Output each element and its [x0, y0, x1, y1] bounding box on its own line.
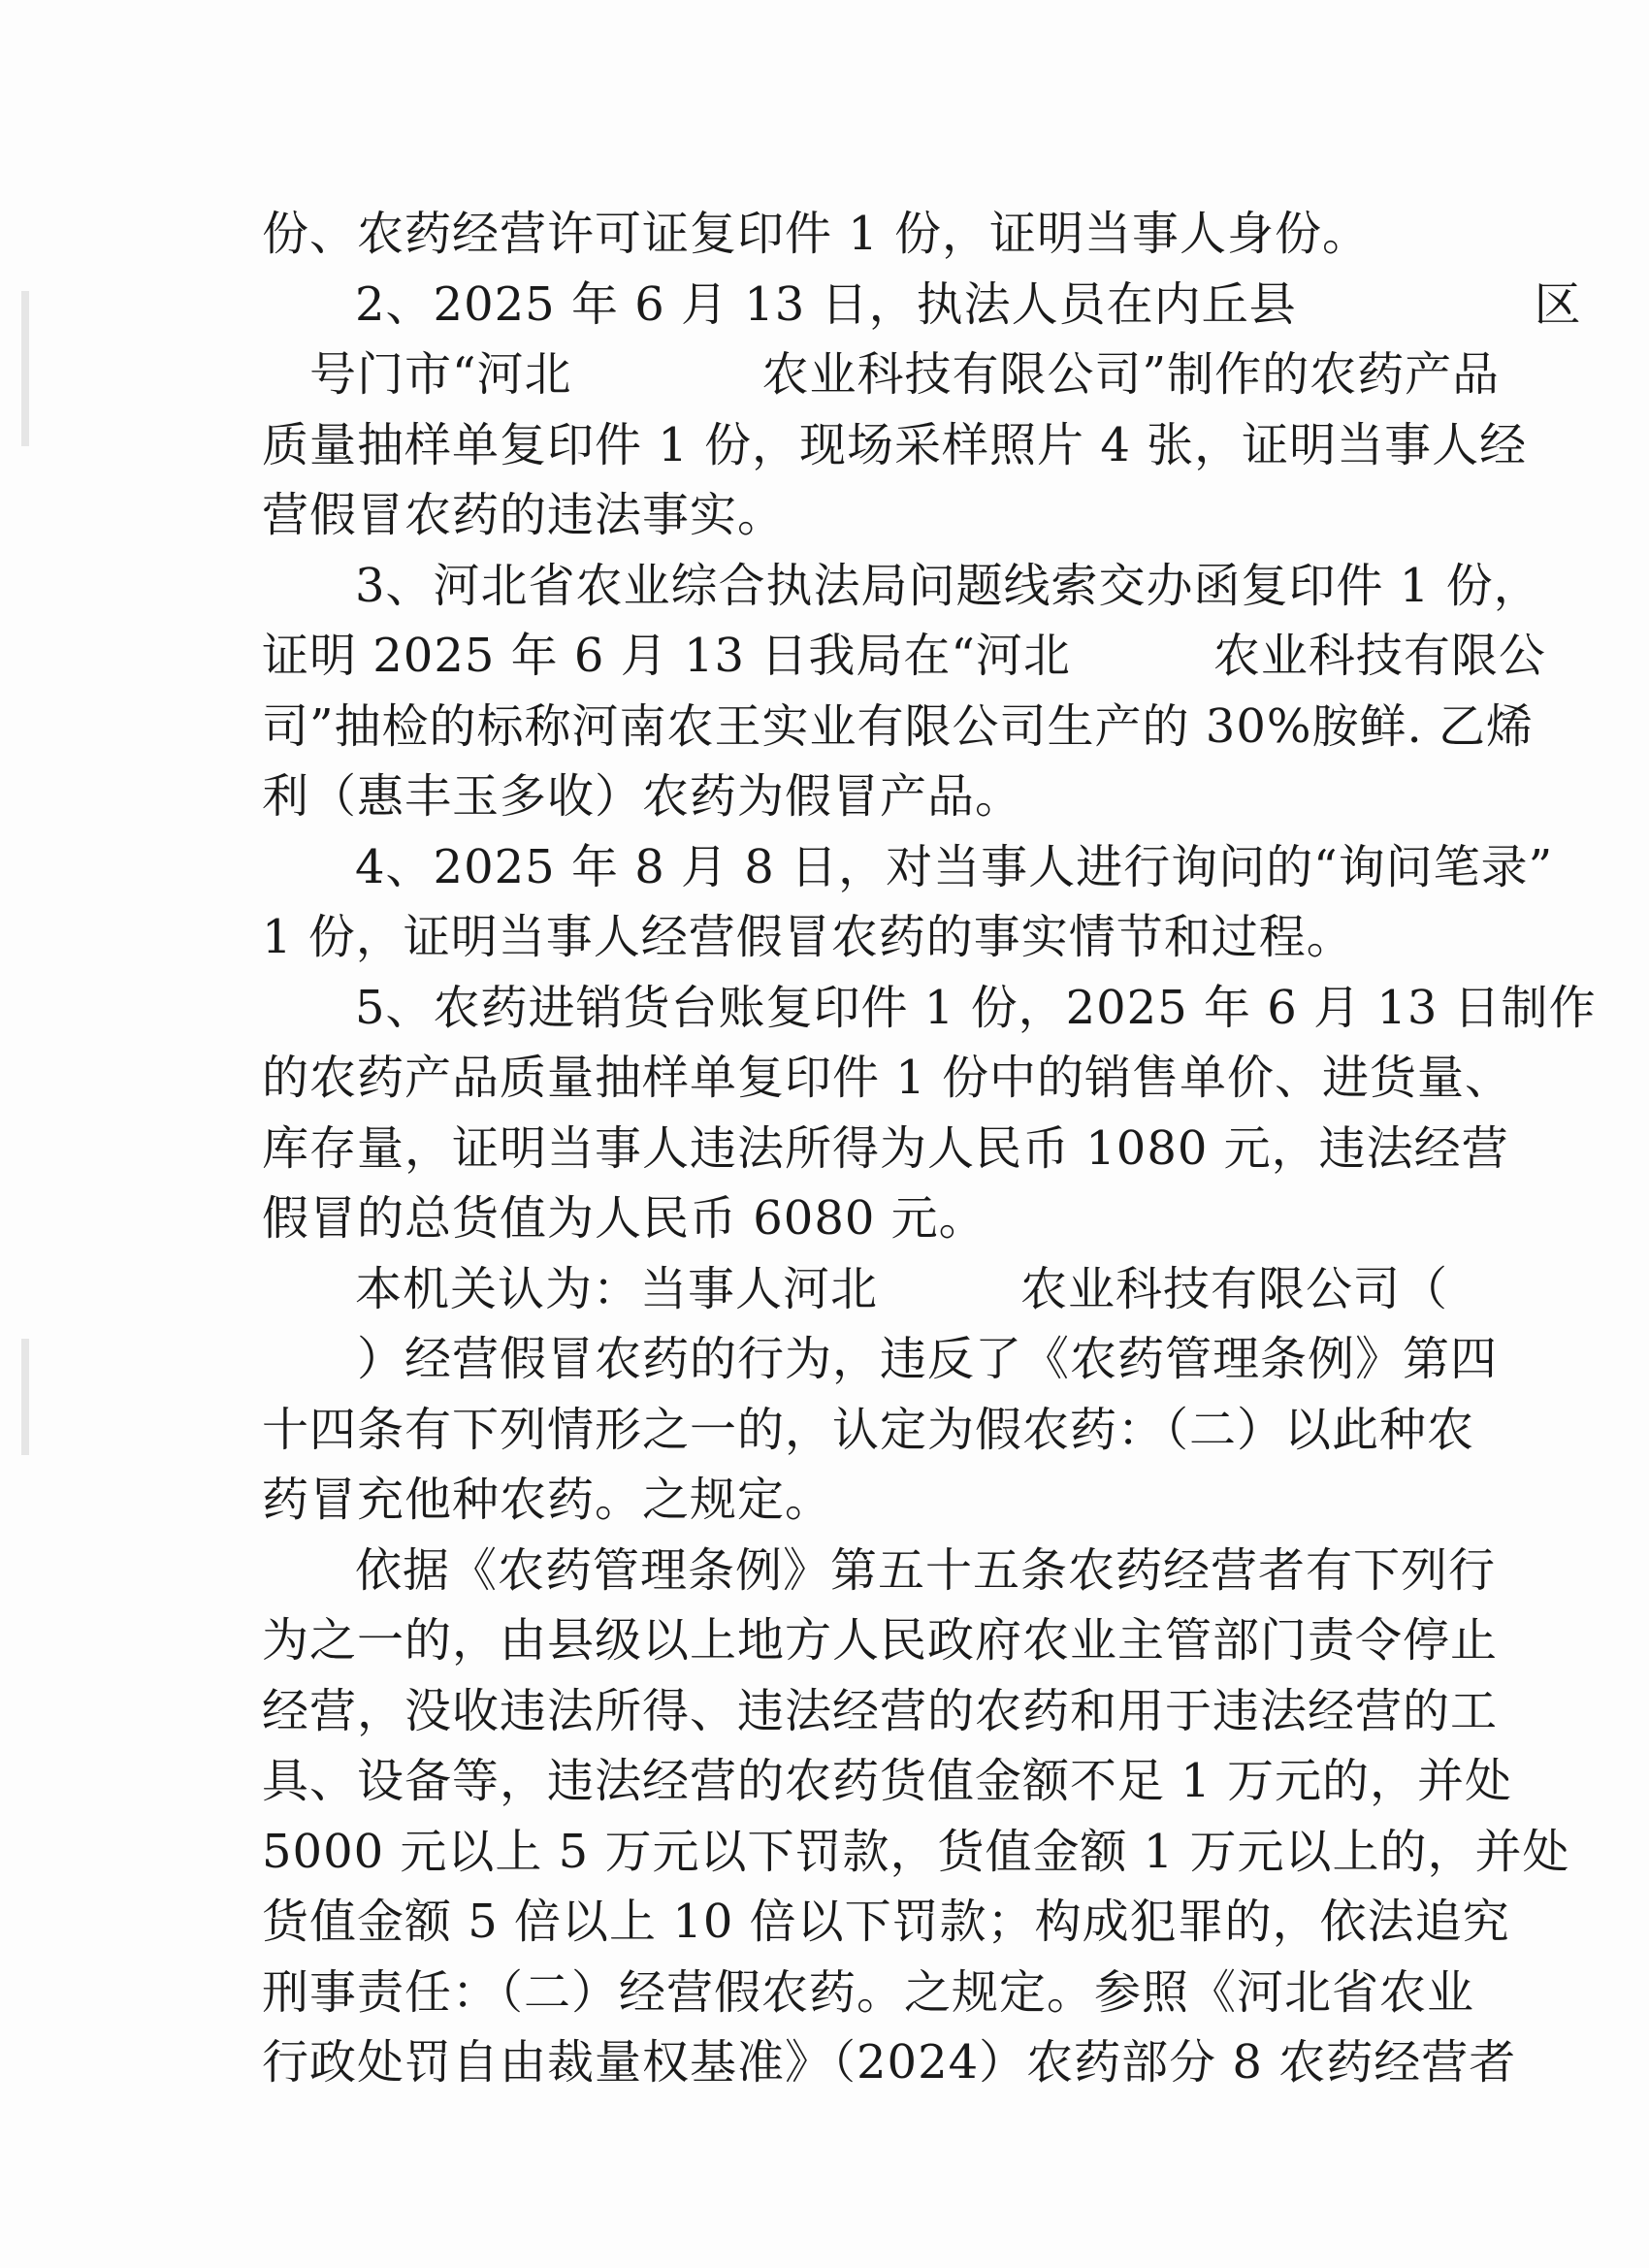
text-line: 证明 2025 年 6 月 13 日我局在“河北 农业科技有限公 [262, 629, 1546, 683]
text-line: 经营，没收违法所得、违法经营的农药和用于违法经营的工 [262, 1683, 1499, 1738]
document-body [262, 199, 1597, 2098]
text-line: 为之一的，由县级以上地方人民政府农业主管部门责令停止 [262, 1613, 1499, 1668]
text-line: 营假冒农药的违法事实。 [262, 488, 786, 542]
text-line: 假冒的总货值为人民币 6080 元。 [262, 1191, 986, 1246]
scan-edge-mark [21, 291, 29, 446]
text-line: 利（惠丰玉多收）农药为假冒产品。 [262, 769, 1023, 824]
text-line: 4、2025 年 8 月 8 日，对当事人进行询问的“询问笔录” [355, 839, 1554, 894]
text-line: 质量抽样单复印件 1 份，现场采样照片 4 张，证明当事人经 [262, 417, 1528, 472]
text-line: 司”抽检的标称河南农王实业有限公司生产的 30%胺鲜. 乙烯 [262, 698, 1535, 754]
text-line: 3、河北省农业综合执法局问题线索交办函复印件 1 份， [355, 558, 1541, 613]
text-line: 份、农药经营许可证复印件 1 份，证明当事人身份。 [262, 207, 1371, 261]
text-line: 5000 元以上 5 万元以下罚款，货值金额 1 万元以上的，并处 [262, 1824, 1570, 1879]
text-line: 具、设备等，违法经营的农药货值金额不足 1 万元的，并处 [262, 1754, 1513, 1808]
text-line: 的农药产品质量抽样单复印件 1 份中的销售单价、进货量、 [262, 1051, 1513, 1105]
text-line: 本机关认为：当事人河北 农业科技有限公司（ [355, 1261, 1449, 1316]
text-line: 2、2025 年 6 月 13 日，执法人员在内丘县 区 [355, 276, 1582, 332]
text-line: 号门市“河北 农业科技有限公司”制作的农药产品 [262, 347, 1501, 402]
text-line: 行政处罚自由裁量权基准》（2024）农药部分 8 农药经营者 [262, 2035, 1517, 2090]
text-line: 刑事责任：（二）经营假农药。之规定。参照《河北省农业 [262, 1964, 1475, 2020]
text-line: 依据《农药管理条例》第五十五条农药经营者有下列行 [355, 1542, 1497, 1598]
text-line: 库存量，证明当事人违法所得为人民币 1080 元，违法经营 [262, 1120, 1509, 1176]
text-line: 1 份，证明当事人经营假冒农药的事实情节和过程。 [262, 910, 1354, 964]
text-line: ）经营假冒农药的行为，违反了《农药管理条例》第四 [262, 1332, 1499, 1386]
text-line: 十四条有下列情形之一的，认定为假农药：（二）以此种农 [262, 1402, 1475, 1457]
scan-edge-mark [21, 1339, 29, 1455]
text-line: 药冒充他种农药。之规定。 [262, 1473, 833, 1527]
text-line: 5、农药进销货台账复印件 1 份，2025 年 6 月 13 日制作 [355, 980, 1597, 1035]
text-line: 货值金额 5 倍以上 10 倍以下罚款；构成犯罪的，依法追究 [262, 1895, 1510, 1949]
